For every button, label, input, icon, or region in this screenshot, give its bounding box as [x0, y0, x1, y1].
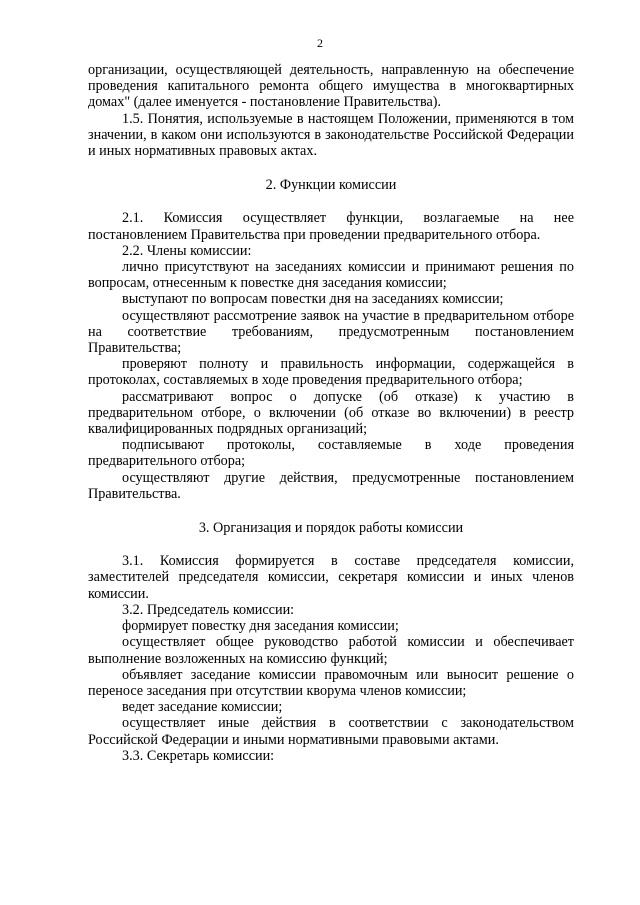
list-item: осуществляют рассмотрение заявок на участие в предварительном отборе на соответствие требованиям, предусмотренным постановлением Правительства; [88, 307, 574, 357]
paragraph: организации, осуществляющей деятельность, направленную на обеспечение проведения капитального ремонта общего имущества в многоквартирных домах" (далее именуется - постановление Правительства). [88, 62, 574, 111]
list-item: рассматривают вопрос о допуске (об отказе) к участию в предварительном отборе, о включении (об отказе во включении) в реестр квалифицированных подрядных организаций; [88, 388, 574, 438]
paragraph: 2.1. Комиссия осуществляет функции, возлагаемые на нее постановлением Правительства при проведении предварительного отбора. [88, 210, 574, 243]
paragraph: 3.1. Комиссия формируется в составе председателя комиссии, заместителей председателя комиссии, секретаря комиссии и иных членов комиссии. [88, 553, 574, 602]
list-item: объявляет заседание комиссии правомочным или выносит решение о переносе заседания при отсутствии кворума членов комиссии; [88, 666, 574, 699]
paragraph: 3.3. Секретарь комиссии: [122, 747, 275, 764]
list-item: подписывают протоколы, составляемые в ходе проведения предварительного отбора; [88, 437, 574, 470]
document-body [88, 62, 574, 764]
paragraph: 2.2. Члены комиссии: [122, 242, 252, 259]
list-item: осуществляет иные действия в соответствии с законодательством Российской Федерации и иными нормативными правовыми актами. [88, 715, 574, 748]
page-number: 2 [317, 36, 323, 50]
list-item: осуществляют другие действия, предусмотренные постановлением Правительства. [88, 469, 574, 502]
section-heading: 3. Организация и порядок работы комиссии [198, 520, 464, 537]
paragraph: 1.5. Понятия, используемые в настоящем Положении, применяются в том значении, в каком они используются в законодательстве Российской Федерации и иных нормативных правовых актах. [88, 110, 574, 160]
section-heading: 2. Функции комиссии [265, 177, 397, 194]
list-item: выступают по вопросам повестки дня на заседаниях комиссии; [122, 291, 504, 308]
list-item: проверяют полноту и правильность информации, содержащейся в протоколах, составляемых в ходе проведения предварительного отбора; [88, 356, 574, 389]
list-item: ведет заседание комиссии; [122, 699, 283, 716]
list-item: осуществляет общее руководство работой комиссии и обеспечивает выполнение возложенных на комиссию функций; [88, 634, 574, 667]
list-item: формирует повестку дня заседания комиссии; [122, 618, 399, 635]
list-item: лично присутствуют на заседаниях комиссии и принимают решения по вопросам, отнесенным к повестке дня заседания комиссии; [88, 259, 574, 292]
paragraph: 3.2. Председатель комиссии: [122, 601, 295, 618]
